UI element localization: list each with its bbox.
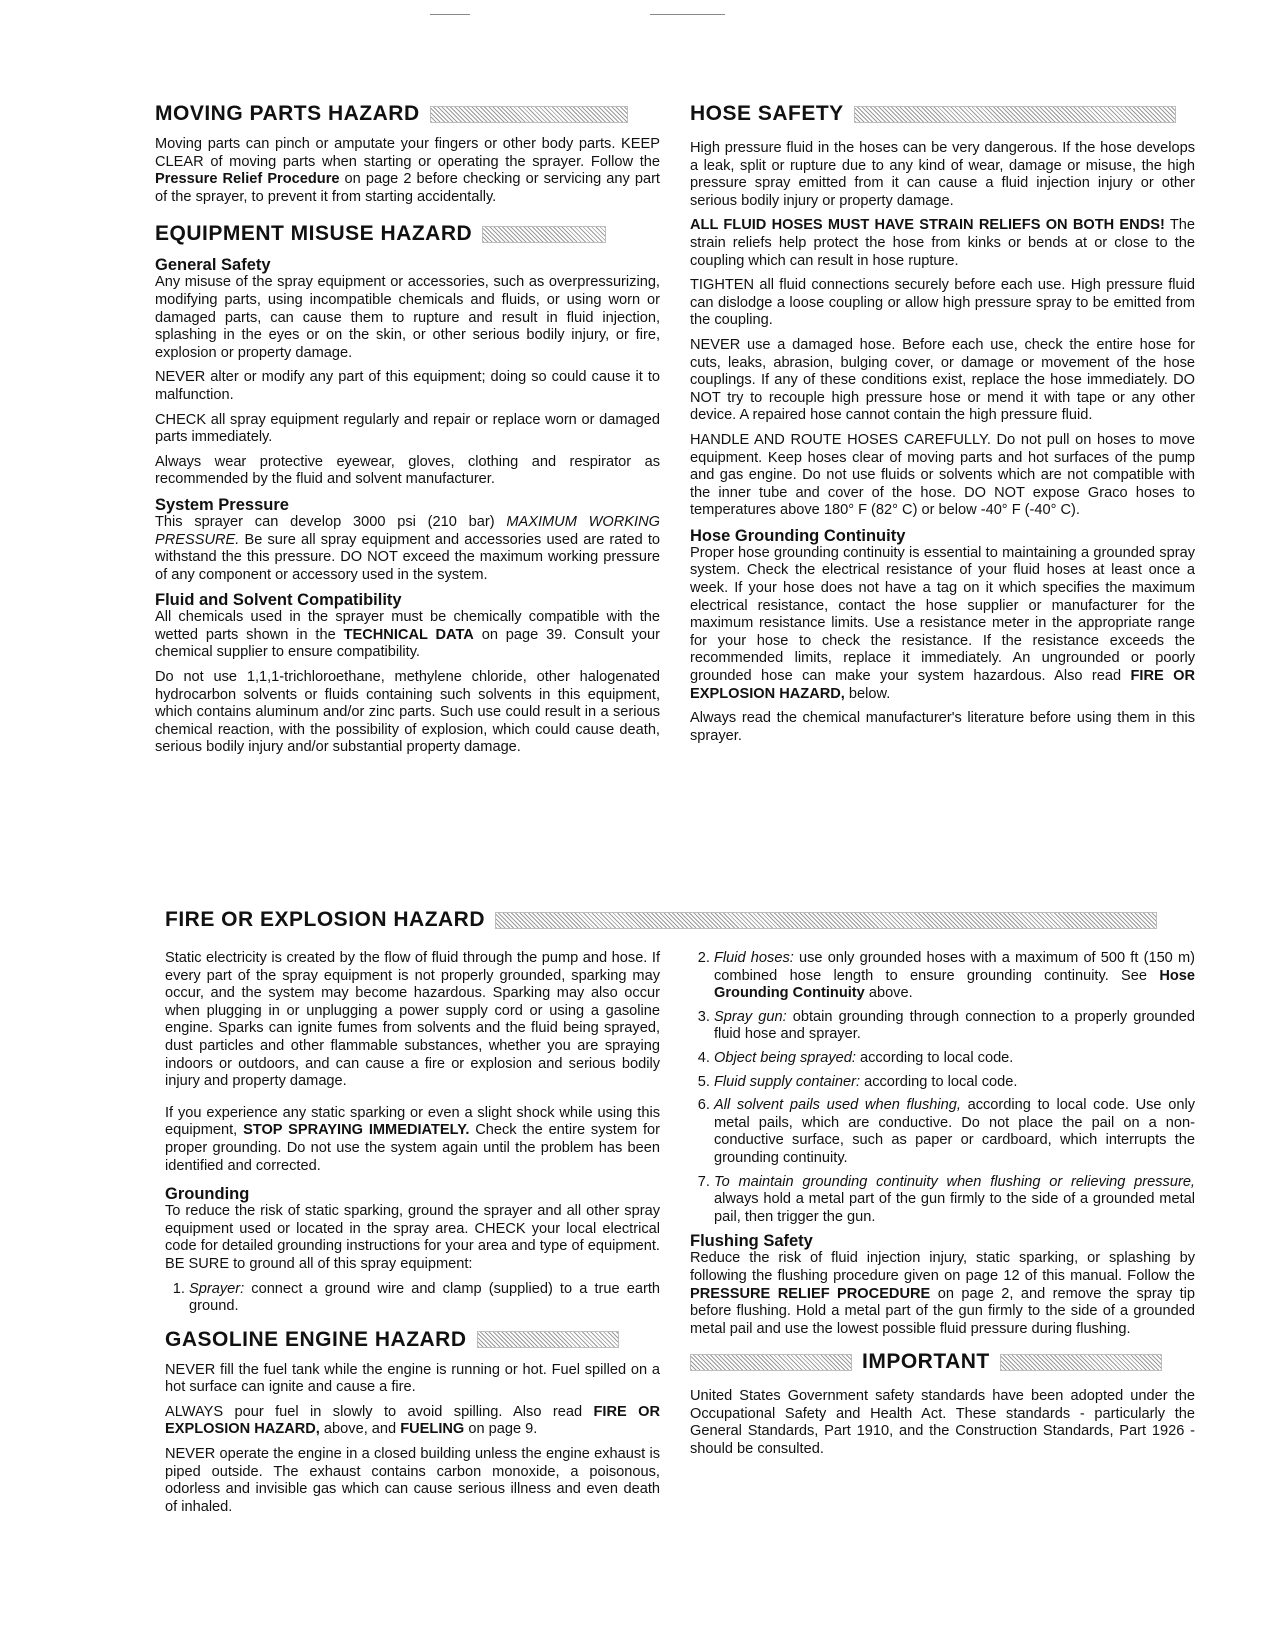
system-pressure-heading: System Pressure (155, 495, 289, 514)
important-section (690, 1350, 1195, 1458)
hatch-bar (854, 106, 1176, 123)
moving-parts-text: Moving parts can pinch or amputate your fingers or other body parts. KEEP CLEAR of moving parts when starting or operating the sprayer. Follow the Pressure Relief Procedure on page 2 before checking or servicing any part of the sprayer, to prevent it from starting accidentally. (155, 136, 660, 205)
grounding-heading: Grounding (165, 1185, 250, 1204)
fire-explosion-p2: If you experience any static sparking or even a slight shock while using this equipment, STOP SPRAYING IMMEDIATELY. Check the entire system for proper grounding. Do not use the system again until the problem has been identified and corrected. (165, 1104, 661, 1174)
hatch-bar (430, 106, 628, 123)
hose-safety-p4: NEVER use a damaged hose. Before each use, check the entire hose for cuts, leaks, abrasion, bulging cover, or damage or movement of the hose couplings. If any of these conditions exist, replace the hose immediately. DO NOT try to recouple high pressure hose or mend it with tape or any other device. A repaired hose cannot contain the high pressure fluid. (690, 336, 1195, 424)
gasoline-engine-title: GASOLINE ENGINE HAZARD (165, 1328, 660, 1352)
flushing-safety-text: Reduce the risk of fluid injection injury, static sparking, or splashing by following the flushing procedure given on page 12 of this manual. Follow the PRESSURE RELIEF PROCEDURE on page 2, and remove the spray tip before flushing. Hold a metal part of the gun firmly to the side of a grounded metal pail and use the lowest possible fluid pressure during flushing. (690, 1250, 1195, 1337)
grounding-item-3: 3. Spray gun: obtain grounding through connection to a properly grounded fluid hose and sprayer. (714, 1009, 1195, 1044)
gasoline-engine-p3: NEVER operate the engine in a closed building unless the engine exhaust is piped outside. The exhaust contains carbon monoxide, a poisonous, odorless and invisible gas which can cause serious illness and even death of inhaled. (165, 1446, 660, 1515)
gasoline-engine-p1: NEVER fill the fuel tank while the engine is running or hot. Fuel spilled on a hot surface can ignite and cause a fire. (165, 1361, 660, 1396)
gasoline-engine-section (165, 1328, 660, 1517)
fire-explosion-title: FIRE OR EXPLOSION HAZARD (165, 908, 1195, 932)
fire-explosion-p1: Static electricity is created by the flow of fluid through the pump and hose. If every part of the spray equipment is not properly grounded, sparking may occur, and the system may become hazardous. Sparking may also occur when plugging in or unplugging a power supply cord or using a gasoline engine. Sparks can ignite fumes from solvents and the fluid being sprayed, dust particles and other flammable substances, whether you are spraying indoors or outdoors, and can cause a fire or explosion and serious bodily injury and property damage. (165, 950, 660, 1090)
fluid-compatibility-heading: Fluid and Solvent Compatibility (155, 591, 402, 610)
grounding-list-right (690, 950, 1195, 1226)
hose-safety-p3: TIGHTEN all fluid connections securely before each use. High pressure fluid can dislodge a loose coupling or allow high pressure spray to be emitted from the coupling. (690, 277, 1195, 329)
left-column-lower (165, 950, 660, 1523)
grounding-list-left (165, 1281, 660, 1316)
hose-grounding-text: Proper hose grounding continuity is essential to maintaining a grounded spray system. Check the electrical resistance of your fluid hoses at least once a week. If your hose does not have a tag on it which specifies the maximum electrical resistance, contact the hose supplier or manufacturer for the maximum resistance limits. Use a resistance meter in the appropriate range for your hose to check the resistance. If the resistance exceeds the recommended limits, replace it immediately. An ungrounded or poorly grounded hose can make your system hazardous. Also read FIRE OR EXPLOSION HAZARD, below. (690, 544, 1196, 702)
hose-grounding-heading: Hose Grounding Continuity (690, 526, 906, 545)
grounding-item-2: 2. Fluid hoses: use only grounded hoses with a maximum of 500 ft (150 m) combined hose length to ensure grounding continuity. See Hose Grounding Continuity above. (714, 950, 1195, 1003)
important-text: United States Government safety standards have been adopted under the Occupational Safety and Health Act. These standards - particularly the General Standards, Part 1910, and the Construction Standards, Part 1926 - should be consulted. (690, 1388, 1195, 1458)
top-rule-left (430, 14, 470, 15)
fire-explosion-header (165, 908, 1195, 942)
equipment-misuse-title: EQUIPMENT MISUSE HAZARD (155, 222, 660, 246)
gasoline-engine-p2: ALWAYS pour fuel in slowly to avoid spilling. Also read FIRE OR EXPLOSION HAZARD, above, and FUELING on page 9. (165, 1403, 660, 1438)
grounding-item-7: 7. To maintain grounding continuity when flushing or relieving pressure, always hold a metal part of the gun firmly to the side of a grounded metal pail, then trigger the gun. (714, 1174, 1195, 1227)
grounding-text: To reduce the risk of static sparking, ground the sprayer and all other spray equipment used or located in the spray area. CHECK your local electrical code for detailed grounding instructions for your area and type of equipment. BE SURE to ground all of this spray equipment: (165, 1203, 660, 1272)
right-column-upper (690, 102, 1195, 752)
hatch-bar (1000, 1354, 1162, 1371)
fluid-compatibility-p2: Do not use 1,1,1-trichloroethane, methylene chloride, other halogenated hydrocarbon solvents or fluids containing such solvents in this equipment, which contains aluminum and/or zinc parts. Such use could result in a serious chemical reaction, with the possibility of explosion, which could cause death, serious bodily injury and/or substantial property damage. (155, 669, 660, 756)
moving-parts-title: MOVING PARTS HAZARD (155, 102, 660, 126)
top-rule-right (650, 14, 725, 15)
general-safety-p2: NEVER alter or modify any part of this equipment; doing so could cause it to malfunction. (155, 369, 660, 403)
hose-safety-p1: High pressure fluid in the hoses can be very dangerous. If the hose develops a leak, split or rupture due to any kind of wear, damage or misuse, the high pressure spray emitted from it can cause a fluid injection injury or other serious bodily injury or property damage. (690, 140, 1195, 209)
general-safety-heading: General Safety (155, 256, 271, 275)
hose-safety-section (690, 102, 1195, 745)
grounding-item-5: 5. Fluid supply container: according to local code. (714, 1074, 1195, 1092)
hose-safety-p5: HANDLE AND ROUTE HOSES CAREFULLY. Do not pull on hoses to move equipment. Keep hoses clear of moving parts and hot surfaces of the pump and gas engine. Do not use fluids or solvents which are not compatible with the inner tube and cover of the hose. DO NOT expose Graco hoses to temperatures above 180° F (82° C) or below -40° F (-40° C). (690, 431, 1195, 519)
right-column-lower (690, 950, 1195, 1466)
hose-safety-p6: Always read the chemical manufacturer's literature before using them in this sprayer. (690, 710, 1195, 744)
system-pressure-text: This sprayer can develop 3000 psi (210 bar) MAXIMUM WORKING PRESSURE. Be sure all spray equipment and accessories used are rated to withstand the this pressure. DO NOT exceed the maximum working pressure of any component or accessory used in the system. (155, 513, 660, 583)
grounding-item-1: 1. Sprayer: connect a ground wire and clamp (supplied) to a true earth ground. (189, 1281, 660, 1316)
general-safety-p3: CHECK all spray equipment regularly and repair or replace worn or damaged parts immediately. (155, 411, 660, 446)
general-safety-p1: Any misuse of the spray equipment or accessories, such as overpressurizing, modifying parts, using incompatible chemicals and fluids, or using worn or damaged parts, can cause them to rupture and result in fluid injection, splashing in the eyes or on the skin, or other serious bodily injury, or fire, explosion or property damage. (155, 274, 660, 361)
hatch-bar (477, 1331, 619, 1348)
grounding-item-6: 6. All solvent pails used when flushing, according to local code. Use only metal pails, which are conductive. Do not place the pail on a non-conductive surface, such as paper or cardboard, which interrupts the grounding continuity. (714, 1097, 1195, 1167)
general-safety-p4: Always wear protective eyewear, gloves, clothing and respirator as recommended by the fluid and solvent manufacturer. (155, 453, 660, 488)
flushing-safety-heading: Flushing Safety (690, 1232, 813, 1251)
hatch-bar (495, 912, 1157, 929)
moving-parts-section (155, 102, 660, 206)
hatch-bar (482, 226, 606, 243)
hose-safety-title: HOSE SAFETY (690, 102, 1195, 126)
hatch-bar (690, 1354, 852, 1371)
grounding-item-4: 4. Object being sprayed: according to local code. (714, 1050, 1195, 1068)
left-column-upper (155, 102, 660, 764)
important-title: IMPORTANT (690, 1350, 1195, 1374)
fluid-compatibility-p1: All chemicals used in the sprayer must be chemically compatible with the wetted parts shown in the TECHNICAL DATA on page 39. Consult your chemical supplier to ensure compatibility. (155, 609, 661, 661)
hose-safety-p2: ALL FLUID HOSES MUST HAVE STRAIN RELIEFS ON BOTH ENDS! The strain reliefs help protect the hose from kinks or bends at or close to the coupling which can result in hose rupture. (690, 217, 1195, 269)
equipment-misuse-section (155, 222, 660, 757)
